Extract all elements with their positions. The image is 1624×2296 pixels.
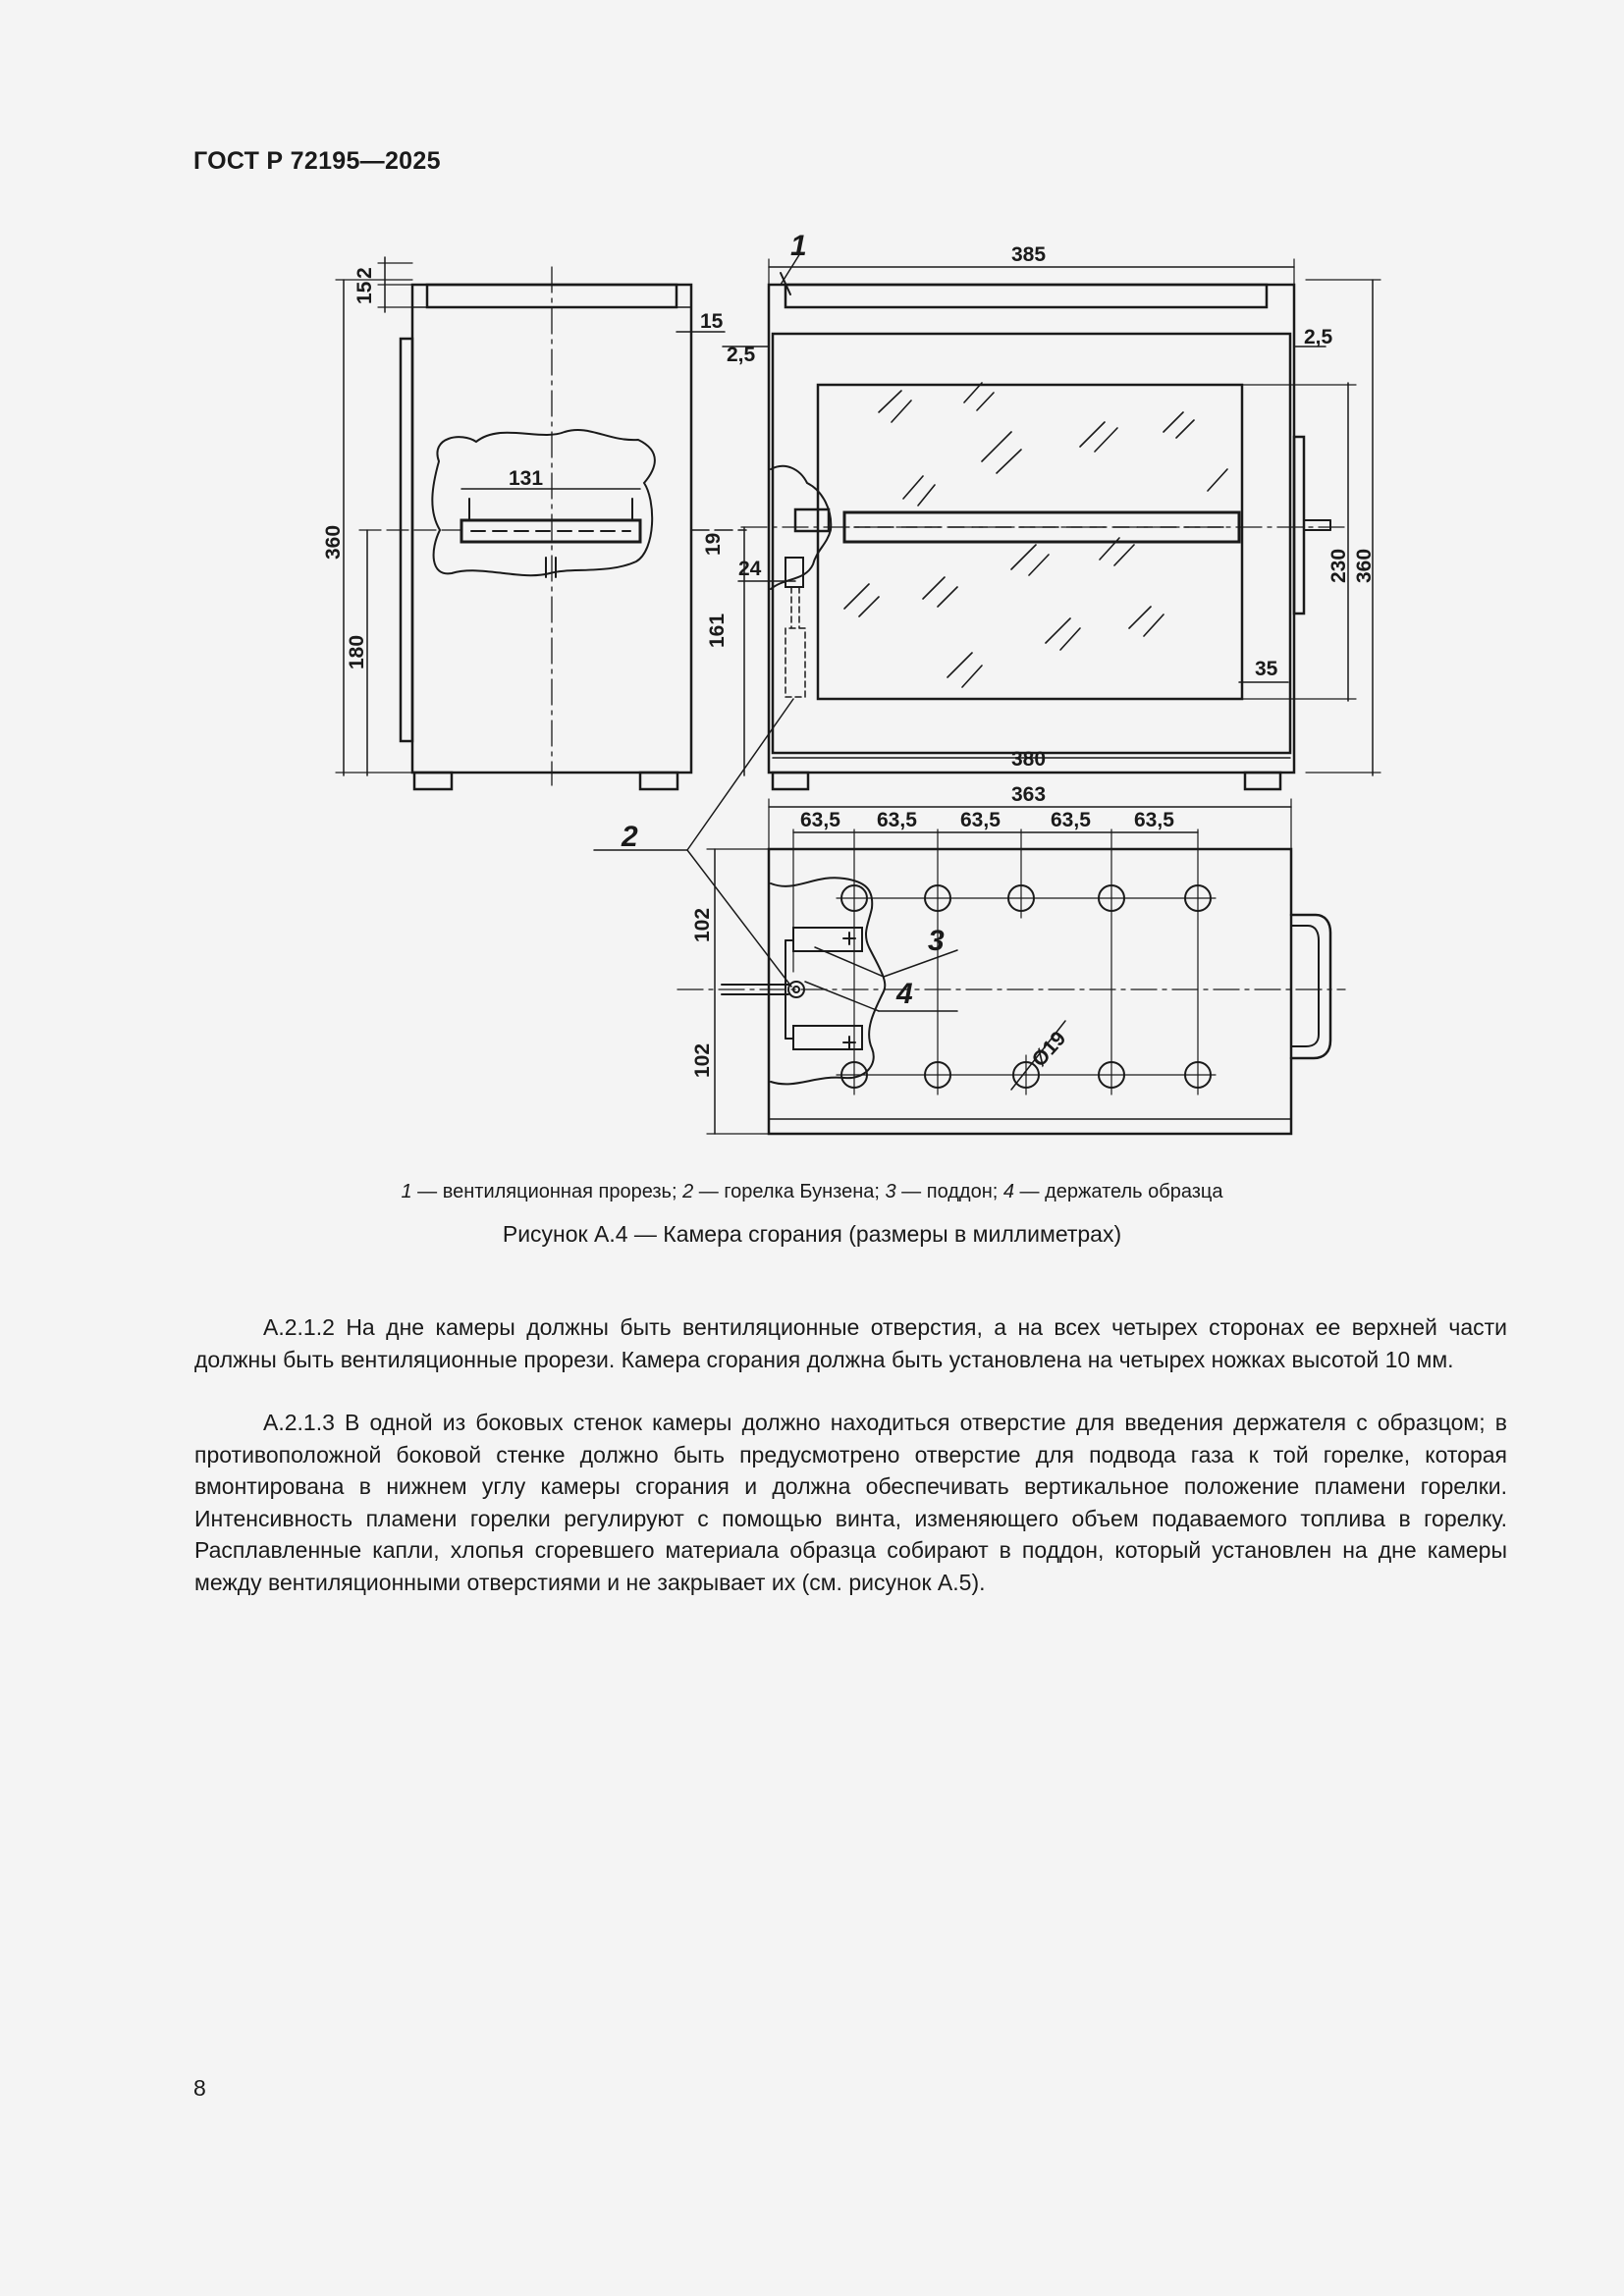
dim-360-right: 360	[1353, 548, 1376, 583]
callout-2: 2	[622, 821, 638, 853]
paragraph-a-2-1-2: А.2.1.2 На дне камеры должны быть вентиляционные отверстия, а на всех четырех сторонах ее верхней части должны быть вентиляционные прорези. Камера сгорания должна быть установлена на четырех ножках высотой 10 мм.	[194, 1314, 1507, 1372]
side-view	[336, 257, 746, 789]
dim-360-left: 360	[322, 524, 345, 560]
dim-102-bottom: 102	[691, 1042, 714, 1078]
callout-1: 1	[790, 230, 807, 262]
dim-363: 363	[1011, 783, 1047, 806]
dim-24: 24	[738, 558, 762, 580]
legend-text-1: — вентиляционная прорезь;	[411, 1181, 683, 1202]
dim-161: 161	[706, 613, 729, 648]
dim-19: 19	[702, 532, 725, 556]
dim-385: 385	[1011, 243, 1047, 266]
plan-view	[677, 799, 1345, 1134]
pitch-4: 63,5	[1051, 809, 1091, 831]
dim-2-5-left: 2,5	[727, 344, 756, 366]
front-view	[723, 259, 1380, 789]
legend-num-1: 1	[401, 1181, 412, 1202]
dim-hole-diameter: Ø19	[1027, 1027, 1071, 1072]
callout-4: 4	[896, 978, 913, 1010]
dim-15-side: 15	[700, 310, 724, 333]
legend-text-4: — держатель образца	[1014, 1181, 1223, 1202]
legend-num-4: 4	[1002, 1181, 1014, 1202]
dim-380: 380	[1011, 748, 1047, 771]
figure-legend	[0, 1181, 1624, 1203]
pitch-1: 63,5	[800, 809, 840, 831]
dim-15-top: 15	[353, 281, 376, 304]
dim-180: 180	[346, 634, 368, 669]
callout-3: 3	[928, 925, 945, 957]
legend-text-2: — горелка Бунзена;	[693, 1181, 886, 1202]
legend-num-3: 3	[885, 1181, 896, 1202]
break-out-contour	[432, 430, 655, 575]
dim-2: 2	[353, 267, 376, 279]
dim-35: 35	[1255, 658, 1278, 680]
paragraph-a-2-1-3: А.2.1.3 В одной из боковых стенок камеры должно находиться отверстие для введения держателя с образцом; в противоположной боковой стенке должно быть предусмотрено отверстие для подвода газа к той горелке, которая вмонтирована в нижнем углу камеры сгорания и должна обеспечивать вертикальное положение пламени горелки. Интенсивность пламени горелки регулируют с помощью винта, изменяющего объем подаваемого топлива в горелку. Расплавленные капли, хлопья сгоревшего материала образца собирают в поддон, который установлен на дне камеры между вентиляционными отверстиями и не закрывает их (см. рисунок А.5).	[194, 1410, 1507, 1595]
pitch-5: 63,5	[1134, 809, 1174, 831]
dim-102-top: 102	[691, 907, 714, 942]
legend-text-3: — поддон;	[895, 1181, 1003, 1202]
dim-230: 230	[1327, 548, 1350, 583]
legend-num-2: 2	[682, 1181, 694, 1202]
document-header: ГОСТ Р 72195—2025	[193, 147, 441, 175]
page-number: 8	[193, 2075, 206, 2101]
pitch-3: 63,5	[960, 809, 1001, 831]
figure-caption: Рисунок А.4 — Камера сгорания (размеры в миллиметрах)	[502, 1221, 1122, 1247]
pitch-2: 63,5	[877, 809, 917, 831]
dim-2-5-right: 2,5	[1304, 326, 1333, 348]
dim-131: 131	[509, 467, 544, 490]
